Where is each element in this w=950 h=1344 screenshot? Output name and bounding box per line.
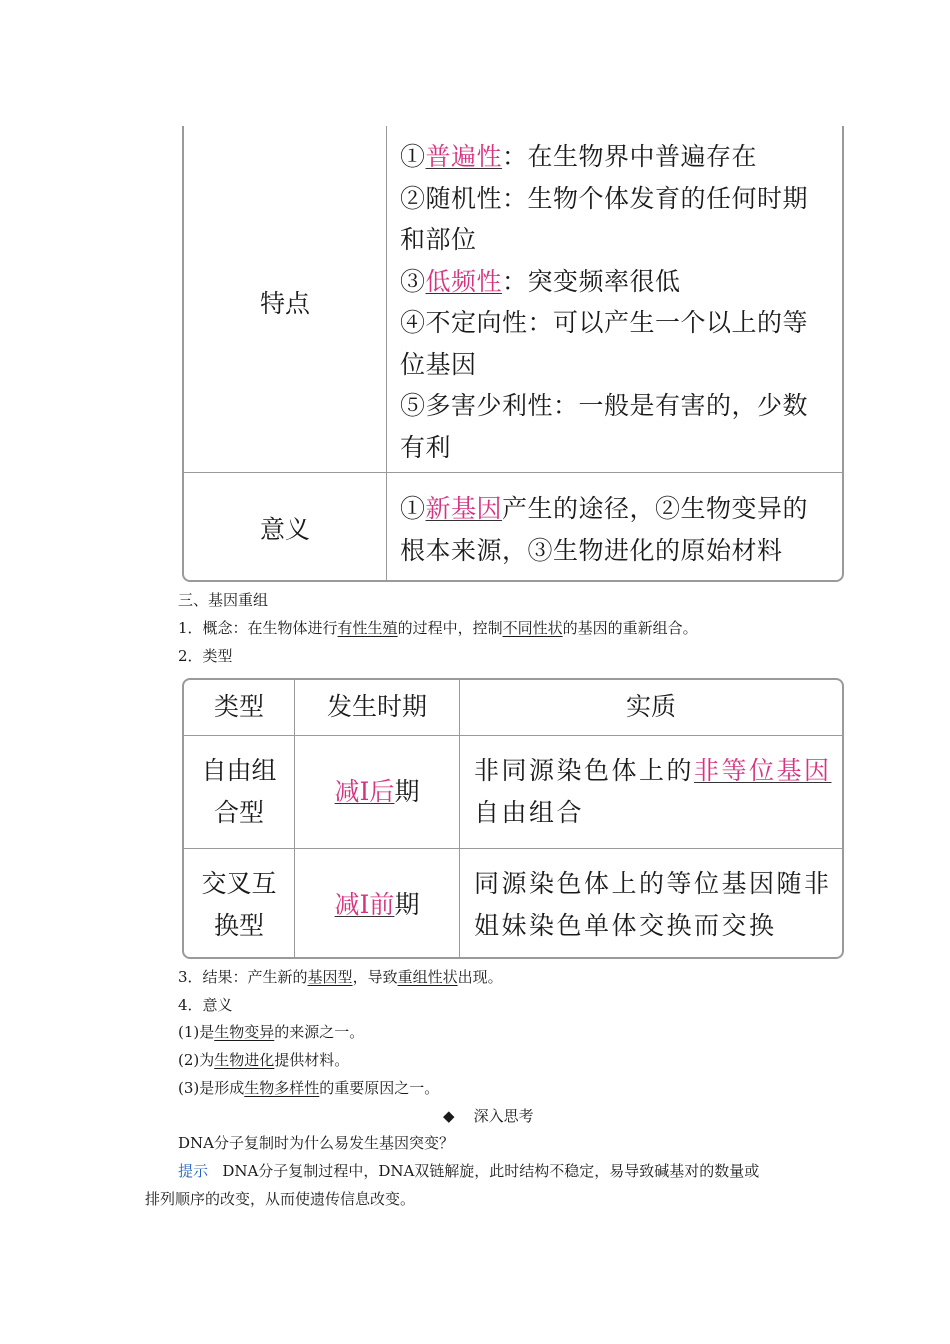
meaning-item: (2)为生物进化提供材料。 <box>178 1051 350 1069</box>
feature-item: ③低频性：突变频率很低 <box>400 266 681 296</box>
question-line: DNA分子复制时为什么易发生基因突变？ <box>178 1134 454 1152</box>
meaning-item: (1)是生物变异的来源之一。 <box>178 1023 365 1041</box>
feature-item: ④不定向性：可以产生一个以上的等位基因 <box>400 308 809 379</box>
key-term: 新基因 <box>425 494 503 523</box>
deep-thinking-title: ◆ 深入思考 <box>443 1107 534 1125</box>
recombination-types-table <box>182 678 844 959</box>
col-header-essence: 实质 <box>625 692 676 721</box>
table-divider <box>184 735 842 736</box>
features-cell <box>400 136 832 468</box>
table-divider <box>184 472 842 473</box>
significance-cell: ①新基因产生的途径，②生物变异的根本来源，③生物进化的原始材料 <box>400 494 809 565</box>
type-cell: 交叉互换型 <box>201 869 277 940</box>
mutation-features-table <box>182 126 844 582</box>
table-divider <box>184 848 842 849</box>
essence-cell: 同源染色体上的等位基因随非姐妹染色单体交换而交换 <box>474 869 832 940</box>
col-header-period: 发生时期 <box>326 692 427 721</box>
concept-line: 1．概念：在生物体进行有性生殖的过程中，控制不同性状的基因的重新组合。 <box>178 619 698 637</box>
key-term: 普遍性 <box>425 142 503 171</box>
results-line: 3．结果：产生新的基因型，导致重组性状出现。 <box>178 968 503 986</box>
period-cell: 减Ⅰ前期 <box>334 890 420 919</box>
table-divider <box>386 126 387 580</box>
section-heading: 三、基因重组 <box>178 591 269 609</box>
hint-label: 提示 <box>178 1162 209 1180</box>
period-cell: 减Ⅰ后期 <box>334 777 420 806</box>
diamond-icon: ◆ <box>443 1107 455 1125</box>
essence-cell: 非同源染色体上的非等位基因自由组合 <box>474 756 832 827</box>
meaning-label: 4．意义 <box>178 996 233 1014</box>
key-term: 非等位基因 <box>694 756 832 785</box>
feature-item: ②随机性：生物个体发育的任何时期和部位 <box>400 183 809 254</box>
feature-item: ①普遍性：在生物界中普遍存在 <box>400 142 758 171</box>
hint-line: 提示 DNA分子复制过程中，DNA双链解旋，此时结构不稳定，易导致碱基对的数量或 <box>178 1162 760 1180</box>
types-label: 2．类型 <box>178 647 233 665</box>
row-header-features: 特点 <box>259 289 310 318</box>
feature-item: ⑤多害少利性：一般是有害的，少数有利 <box>400 391 809 462</box>
type-cell: 自由组合型 <box>201 756 277 827</box>
col-header-type: 类型 <box>213 692 264 721</box>
key-term: 低频性 <box>425 266 503 296</box>
row-header-significance: 意义 <box>259 515 310 544</box>
meaning-item: (3)是形成生物多样性的重要原因之一。 <box>178 1079 440 1097</box>
hint-line-2: 排列顺序的改变，从而使遗传信息改变。 <box>145 1190 416 1208</box>
